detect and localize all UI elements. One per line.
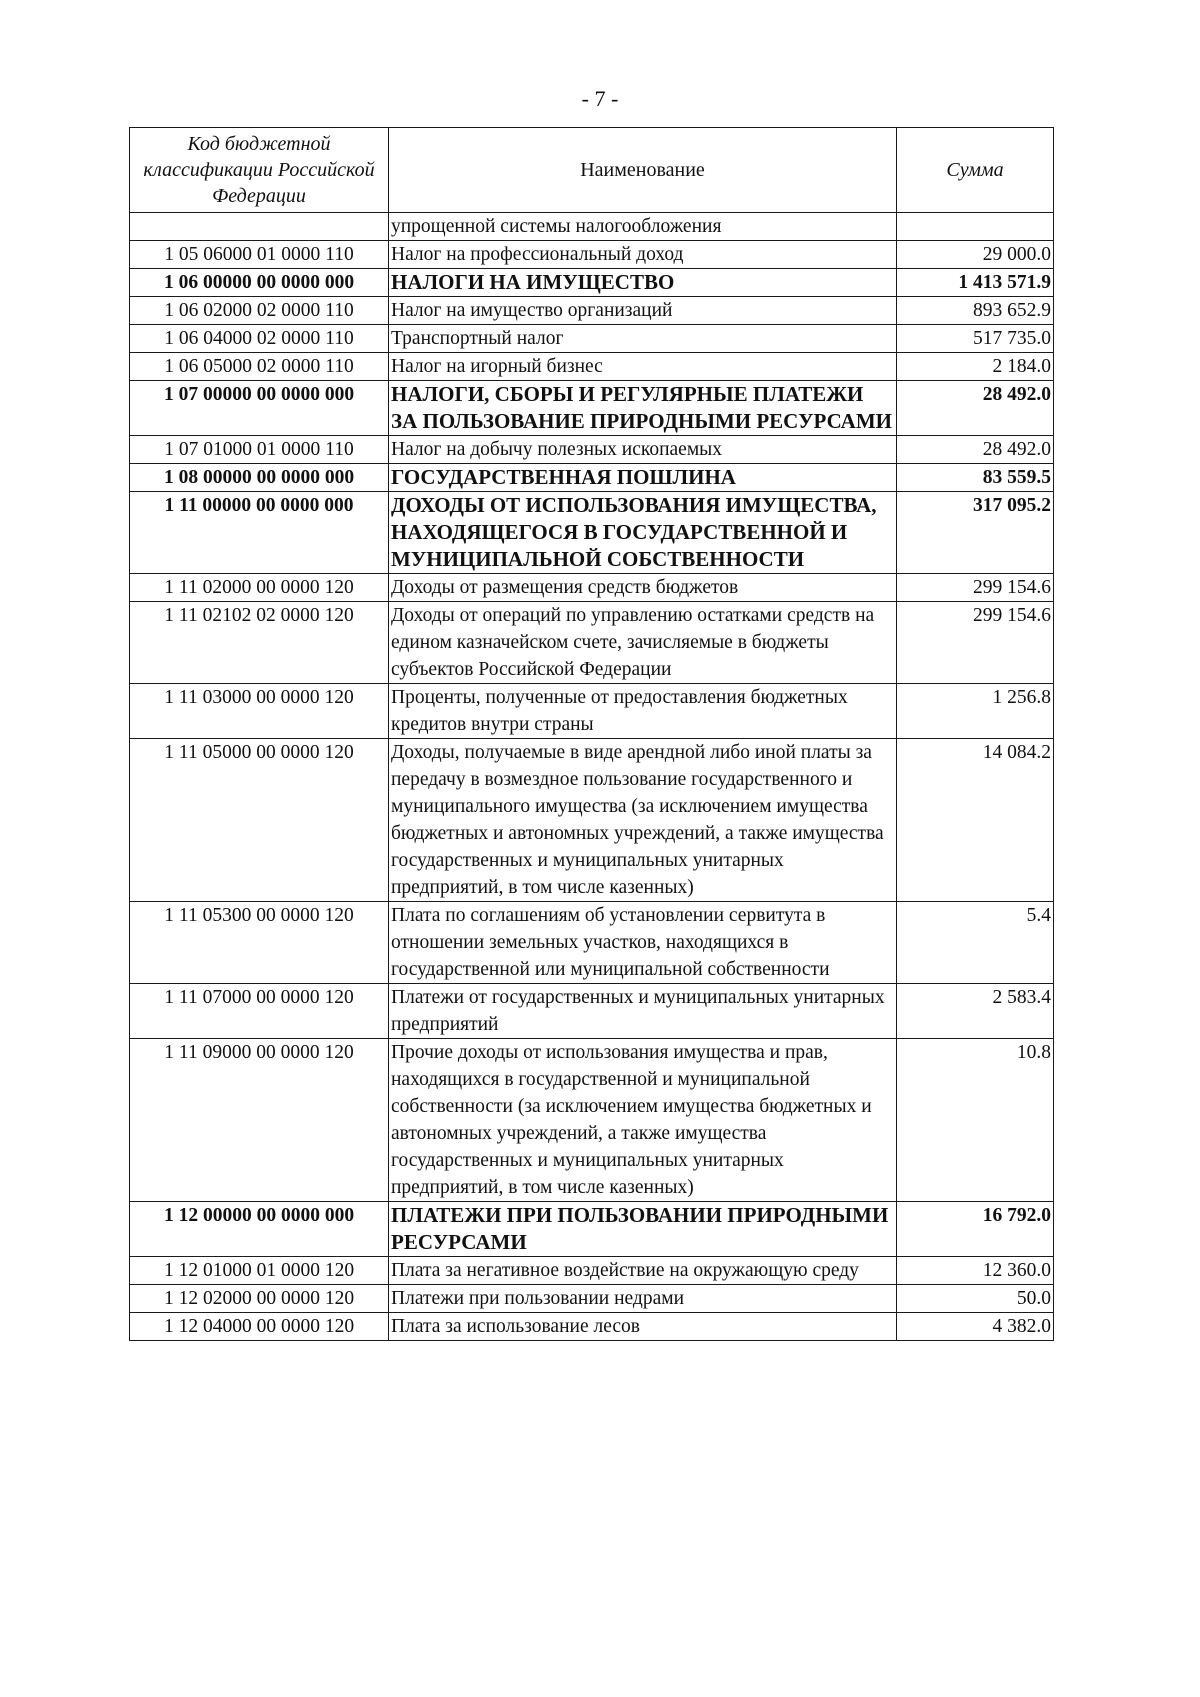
- name-cell: НАЛОГИ, СБОРЫ И РЕГУЛЯРНЫЕ ПЛАТЕЖИ ЗА ПОЛЬЗОВАНИЕ ПРИРОДНЫМИ РЕСУРСАМИ: [389, 381, 897, 436]
- table-row: [130, 241, 1054, 269]
- code-cell: 1 12 04000 00 0000 120: [130, 1313, 389, 1341]
- sum-cell: 10.8: [897, 1039, 1054, 1202]
- name-cell: Доходы от размещения средств бюджетов: [389, 574, 897, 602]
- sum-cell: 28 492.0: [897, 436, 1054, 464]
- table-row: [130, 213, 1054, 241]
- name-cell: Налог на имущество организаций: [389, 297, 897, 325]
- sum-cell: 16 792.0: [897, 1202, 1054, 1257]
- sum-cell: [897, 213, 1054, 241]
- budget-revenue-table: [129, 127, 1054, 1341]
- name-cell: Платежи при пользовании недрами: [389, 1285, 897, 1313]
- code-cell: 1 07 01000 01 0000 110: [130, 436, 389, 464]
- name-cell: Налог на игорный бизнес: [389, 353, 897, 381]
- name-cell: Доходы, получаемые в виде арендной либо иной платы за передачу в возмездное пользование государственного и муниципального имущества (за исключением имущества бюджетных и автономных учреждений, а также имущества государственных и муниципальных унитарных предприятий, в том числе казенных): [389, 739, 897, 902]
- code-cell: 1 12 02000 00 0000 120: [130, 1285, 389, 1313]
- name-cell: Налог на профессиональный доход: [389, 241, 897, 269]
- table-row: [130, 269, 1054, 297]
- table-row: [130, 353, 1054, 381]
- name-cell: НАЛОГИ НА ИМУЩЕСТВО: [389, 269, 897, 297]
- table-row: [130, 436, 1054, 464]
- table-row: [130, 684, 1054, 739]
- code-cell: 1 07 00000 00 0000 000: [130, 381, 389, 436]
- sum-cell: 12 360.0: [897, 1257, 1054, 1285]
- sum-cell: 893 652.9: [897, 297, 1054, 325]
- name-cell: Платежи от государственных и муниципальных унитарных предприятий: [389, 984, 897, 1039]
- code-cell: 1 06 05000 02 0000 110: [130, 353, 389, 381]
- name-cell: упрощенной системы налогообложения: [389, 213, 897, 241]
- table-row: [130, 1039, 1054, 1202]
- sum-cell: 2 184.0: [897, 353, 1054, 381]
- sum-cell: 29 000.0: [897, 241, 1054, 269]
- table-row: [130, 1257, 1054, 1285]
- sum-cell: 317 095.2: [897, 492, 1054, 574]
- sum-cell: 4 382.0: [897, 1313, 1054, 1341]
- name-cell: Плата за использование лесов: [389, 1313, 897, 1341]
- name-cell: Налог на добычу полезных ископаемых: [389, 436, 897, 464]
- name-cell: Транспортный налог: [389, 325, 897, 353]
- table-row: [130, 492, 1054, 574]
- code-cell: 1 11 07000 00 0000 120: [130, 984, 389, 1039]
- sum-cell: 1 256.8: [897, 684, 1054, 739]
- table-row: [130, 574, 1054, 602]
- table-row: [130, 902, 1054, 984]
- code-cell: 1 08 00000 00 0000 000: [130, 464, 389, 492]
- name-cell: Плата по соглашениям об установлении сервитута в отношении земельных участков, находящихся в государственной или муниципальной собственности: [389, 902, 897, 984]
- table-header-row: [130, 128, 1054, 213]
- table-row: [130, 325, 1054, 353]
- sum-cell: 28 492.0: [897, 381, 1054, 436]
- code-cell: 1 11 05000 00 0000 120: [130, 739, 389, 902]
- sum-cell: 14 084.2: [897, 739, 1054, 902]
- name-cell: Доходы от операций по управлению остатками средств на едином казначейском счете, зачисляемые в бюджеты субъектов Российской Федерации: [389, 602, 897, 684]
- name-cell: Проценты, полученные от предоставления бюджетных кредитов внутри страны: [389, 684, 897, 739]
- table-row: [130, 1285, 1054, 1313]
- name-cell: Прочие доходы от использования имущества и прав, находящихся в государственной и муниципальной собственности (за исключением имущества бюджетных и автономных учреждений, а также имущества государственных и муниципальных унитарных предприятий, в том числе казенных): [389, 1039, 897, 1202]
- header-sum: Сумма: [897, 128, 1054, 213]
- name-cell: ГОСУДАРСТВЕННАЯ ПОШЛИНА: [389, 464, 897, 492]
- name-cell: ДОХОДЫ ОТ ИСПОЛЬЗОВАНИЯ ИМУЩЕСТВА, НАХОДЯЩЕГОСЯ В ГОСУДАРСТВЕННОЙ И МУНИЦИПАЛЬНОЙ СОБСТВЕННОСТИ: [389, 492, 897, 574]
- table-row: [130, 1202, 1054, 1257]
- code-cell: 1 06 04000 02 0000 110: [130, 325, 389, 353]
- header-code: Код бюджетной классификации Российской Федерации: [130, 128, 389, 213]
- sum-cell: 1 413 571.9: [897, 269, 1054, 297]
- sum-cell: 50.0: [897, 1285, 1054, 1313]
- code-cell: 1 05 06000 01 0000 110: [130, 241, 389, 269]
- code-cell: 1 06 00000 00 0000 000: [130, 269, 389, 297]
- table-row: [130, 464, 1054, 492]
- sum-cell: 83 559.5: [897, 464, 1054, 492]
- sum-cell: 2 583.4: [897, 984, 1054, 1039]
- sum-cell: 299 154.6: [897, 602, 1054, 684]
- sum-cell: 299 154.6: [897, 574, 1054, 602]
- code-cell: 1 11 09000 00 0000 120: [130, 1039, 389, 1202]
- table-row: [130, 381, 1054, 436]
- sum-cell: 5.4: [897, 902, 1054, 984]
- code-cell: 1 11 02000 00 0000 120: [130, 574, 389, 602]
- table-row: [130, 1313, 1054, 1341]
- code-cell: 1 11 02102 02 0000 120: [130, 602, 389, 684]
- code-cell: 1 06 02000 02 0000 110: [130, 297, 389, 325]
- name-cell: Плата за негативное воздействие на окружающую среду: [389, 1257, 897, 1285]
- code-cell: 1 11 00000 00 0000 000: [130, 492, 389, 574]
- table-body: [130, 213, 1054, 1341]
- code-cell: 1 11 05300 00 0000 120: [130, 902, 389, 984]
- code-cell: 1 12 00000 00 0000 000: [130, 1202, 389, 1257]
- sum-cell: 517 735.0: [897, 325, 1054, 353]
- table-row: [130, 297, 1054, 325]
- code-cell: 1 12 01000 01 0000 120: [130, 1257, 389, 1285]
- header-name: Наименование: [389, 128, 897, 213]
- table-row: [130, 602, 1054, 684]
- table-row: [130, 739, 1054, 902]
- name-cell: ПЛАТЕЖИ ПРИ ПОЛЬЗОВАНИИ ПРИРОДНЫМИ РЕСУРСАМИ: [389, 1202, 897, 1257]
- code-cell: [130, 213, 389, 241]
- page-number: - 7 -: [581, 86, 619, 111]
- code-cell: 1 11 03000 00 0000 120: [130, 684, 389, 739]
- table-row: [130, 984, 1054, 1039]
